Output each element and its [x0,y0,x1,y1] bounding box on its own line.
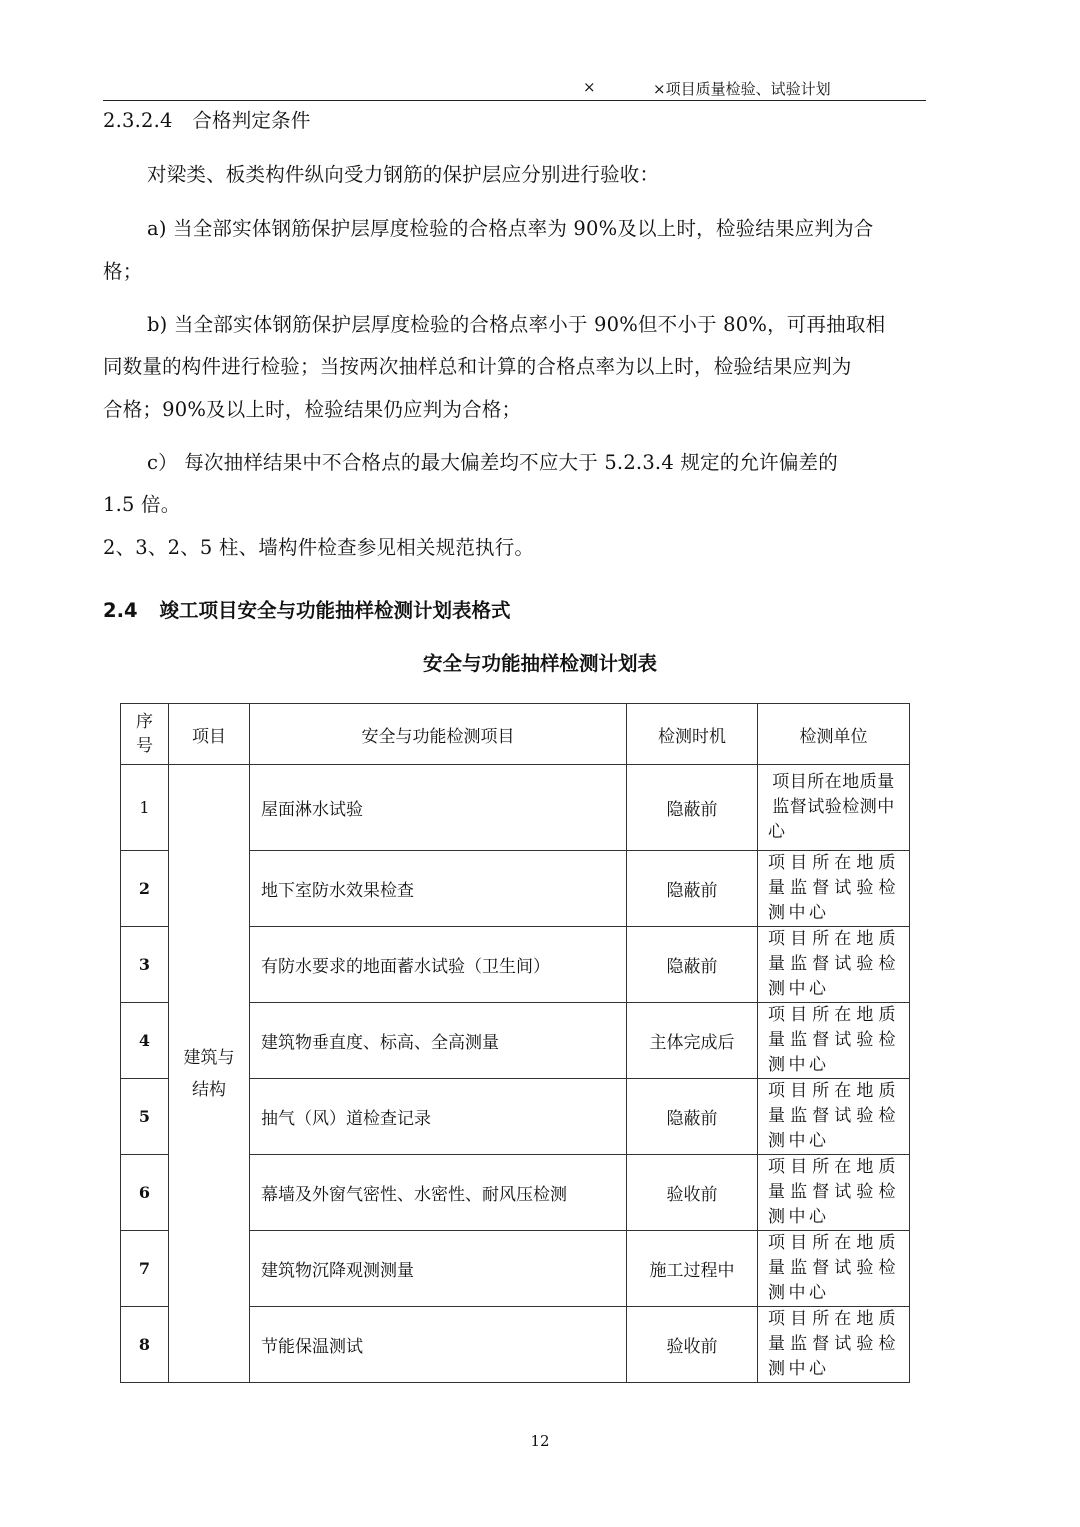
row-number: 6 [121,1155,169,1231]
row-unit: 项目所在地质量监督试验检测中心 [758,851,910,927]
paragraph-a-line2: 格； [103,260,143,283]
header-item: 安全与功能检测项目 [250,704,627,765]
header-category: 项目 [169,704,250,765]
row-timing: 隐蔽前 [627,1079,758,1155]
paragraph-b-line3: 合格；90%及以上时，检验结果仍应判为合格； [103,398,522,421]
row-timing: 主体完成后 [627,1003,758,1079]
section-heading-24 [103,595,511,623]
row-unit: 项目所在地质量监督试验检测中心 [758,927,910,1003]
row-item: 建筑物沉降观测测量 [250,1231,627,1307]
row-timing: 施工过程中 [627,1231,758,1307]
row-unit: 项目所在地质量监督试验检测中心 [758,765,910,851]
row-unit: 项目所在地质量监督试验检测中心 [758,1003,910,1079]
row-unit: 项目所在地质量监督试验检测中心 [758,1079,910,1155]
page-header [103,76,926,101]
paragraph-b-line1: b) 当全部实体钢筋保护层厚度检验的合格点率小于 90%但不小于 80%，可再抽取相 [147,313,886,336]
section-title: 竣工项目安全与功能抽样检测计划表格式 [159,599,511,622]
row-number: 5 [121,1079,169,1155]
row-number: 7 [121,1231,169,1307]
inspection-plan-table [120,703,910,1383]
paragraph-c-line1: c） 每次抽样结果中不合格点的最大偏差均不应大于 5.2.3.4 规定的允许偏差的 [147,451,838,474]
row-unit: 项目所在地质量监督试验检测中心 [758,1307,910,1383]
row-timing: 隐蔽前 [627,765,758,851]
category-cell: 建筑与结构 [169,765,250,1383]
paragraph-note-225: 2、3、2、5 柱、墙构件检查参见相关规范执行。 [103,536,535,559]
row-item: 建筑物垂直度、标高、全高测量 [250,1003,627,1079]
page-number: 12 [530,1432,550,1450]
paragraph-a-line1: a) 当全部实体钢筋保护层厚度检验的合格点率为 90%及以上时，检验结果应判为合 [147,217,874,240]
row-item: 有防水要求的地面蓄水试验（卫生间） [250,927,627,1003]
paragraph-b-line2: 同数量的构件进行检验；当按两次抽样总和计算的合格点率为以上时，检验结果应判为 [103,355,852,378]
row-item: 节能保温测试 [250,1307,627,1383]
row-timing: 隐蔽前 [627,851,758,927]
row-timing: 验收前 [627,1155,758,1231]
header-unit: 检测单位 [758,704,910,765]
table-row [121,765,910,851]
row-timing: 验收前 [627,1307,758,1383]
paragraph-intro: 对梁类、板类构件纵向受力钢筋的保护层应分别进行验收： [147,163,660,186]
row-number: 8 [121,1307,169,1383]
header-seq: 序号 [121,704,169,765]
table-caption: 安全与功能抽样检测计划表 [422,652,657,675]
table-header-row [121,704,910,765]
row-number: 3 [121,927,169,1003]
header-timing: 检测时机 [627,704,758,765]
row-item: 抽气（风）道检查记录 [250,1079,627,1155]
section-heading-2324: 2.3.2.4 合格判定条件 [103,109,311,132]
header-title: ×项目质量检验、试验计划 [653,80,831,98]
row-number: 1 [121,765,169,851]
row-item: 屋面淋水试验 [250,765,627,851]
row-unit: 项目所在地质量监督试验检测中心 [758,1155,910,1231]
row-item: 地下室防水效果检查 [250,851,627,927]
header-mark: × [583,78,596,96]
row-unit: 项目所在地质量监督试验检测中心 [758,1231,910,1307]
row-timing: 隐蔽前 [627,927,758,1003]
paragraph-c-line2: 1.5 倍。 [103,493,181,516]
row-number: 2 [121,851,169,927]
row-number: 4 [121,1003,169,1079]
section-number: 2.4 [103,599,138,622]
row-item: 幕墙及外窗气密性、水密性、耐风压检测 [250,1155,627,1231]
